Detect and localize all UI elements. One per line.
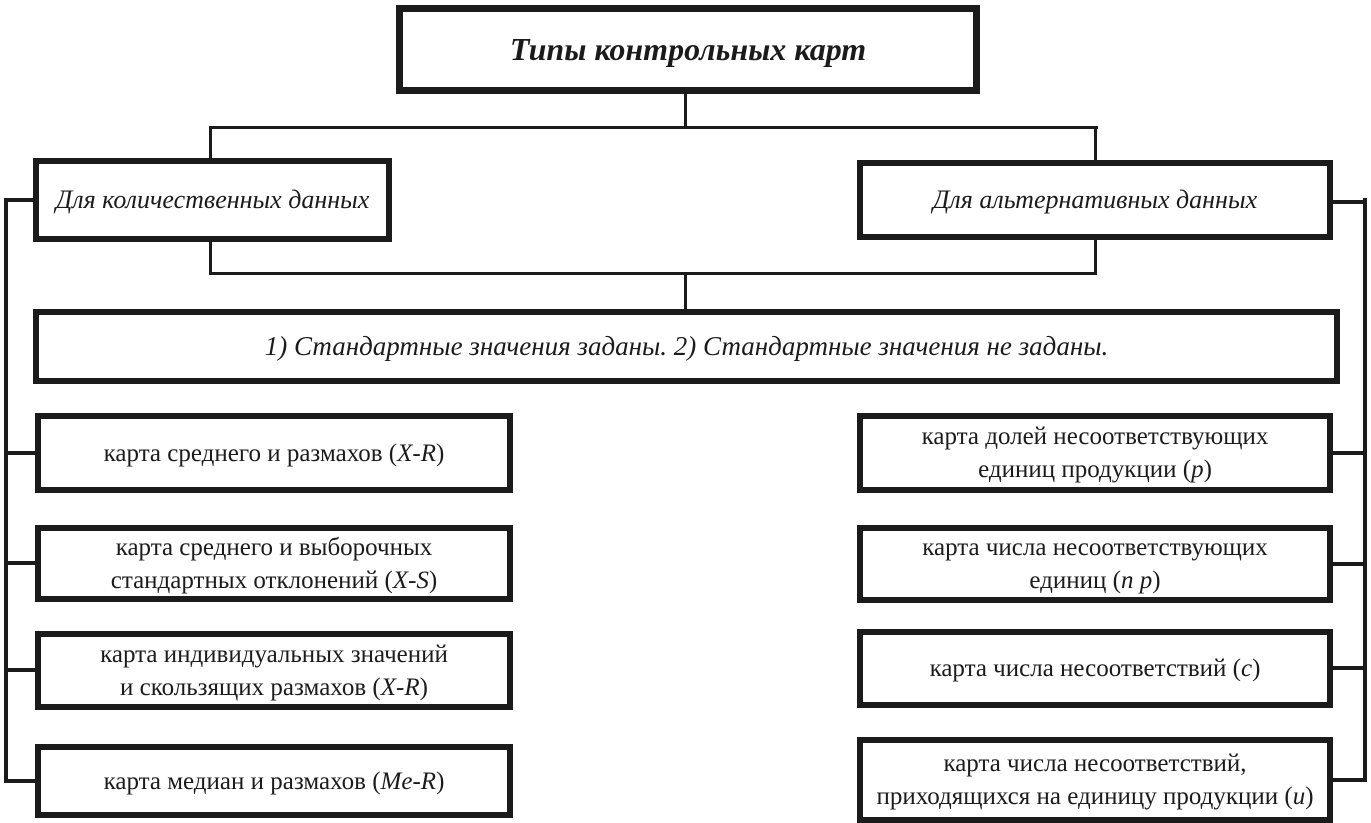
right-spine xyxy=(1363,198,1367,782)
card-number-nonconformities-c: карта числа несоответствий (c) xyxy=(857,629,1333,708)
connector-merge-horizontal xyxy=(209,272,1097,275)
card-nonconformities-per-unit-u: карта числа несоответствий, приходящихся на единицу продукции (u) xyxy=(857,737,1333,823)
right-stub-card-3 xyxy=(1329,666,1367,670)
card-fraction-nonconforming-p: карта долей несоответствующих единиц продукции (p) xyxy=(857,413,1333,493)
connector-title-down xyxy=(684,94,687,128)
card-mean-and-range-xr: карта среднего и размахов (X-R) xyxy=(35,413,513,493)
diagram-title-box: Типы контрольных карт xyxy=(396,5,980,94)
right-stub-card-4 xyxy=(1329,778,1367,782)
right-stub-card-2 xyxy=(1329,562,1367,566)
branch-quantitative-data: Для количественных данных xyxy=(33,158,392,242)
branch-alternative-data: Для альтернативных данных xyxy=(857,160,1333,240)
card-individuals-moving-range-xr: карта индивидуальных значений и скользящих размахов (X-R) xyxy=(35,631,513,710)
right-stub-branch xyxy=(1331,200,1367,204)
left-spine xyxy=(4,198,8,783)
left-stub-branch xyxy=(4,198,36,202)
card-number-nonconforming-np: карта числа несоответствующих единиц (n p) xyxy=(857,525,1333,603)
card-median-and-range-mer: карта медиан и размахов (Me-R) xyxy=(35,744,513,818)
standard-values-note-box: 1) Стандартные значения заданы. 2) Стандартные значения не заданы. xyxy=(33,309,1340,384)
connector-merge-to-note xyxy=(684,274,687,312)
right-stub-card-1 xyxy=(1329,451,1367,455)
connector-right-branch-to-merge xyxy=(1094,236,1097,275)
connector-branch-top-horizontal xyxy=(209,126,1098,129)
card-mean-and-stddev-xs: карта среднего и выборочных стандартных отклонений (X-S) xyxy=(35,525,513,602)
